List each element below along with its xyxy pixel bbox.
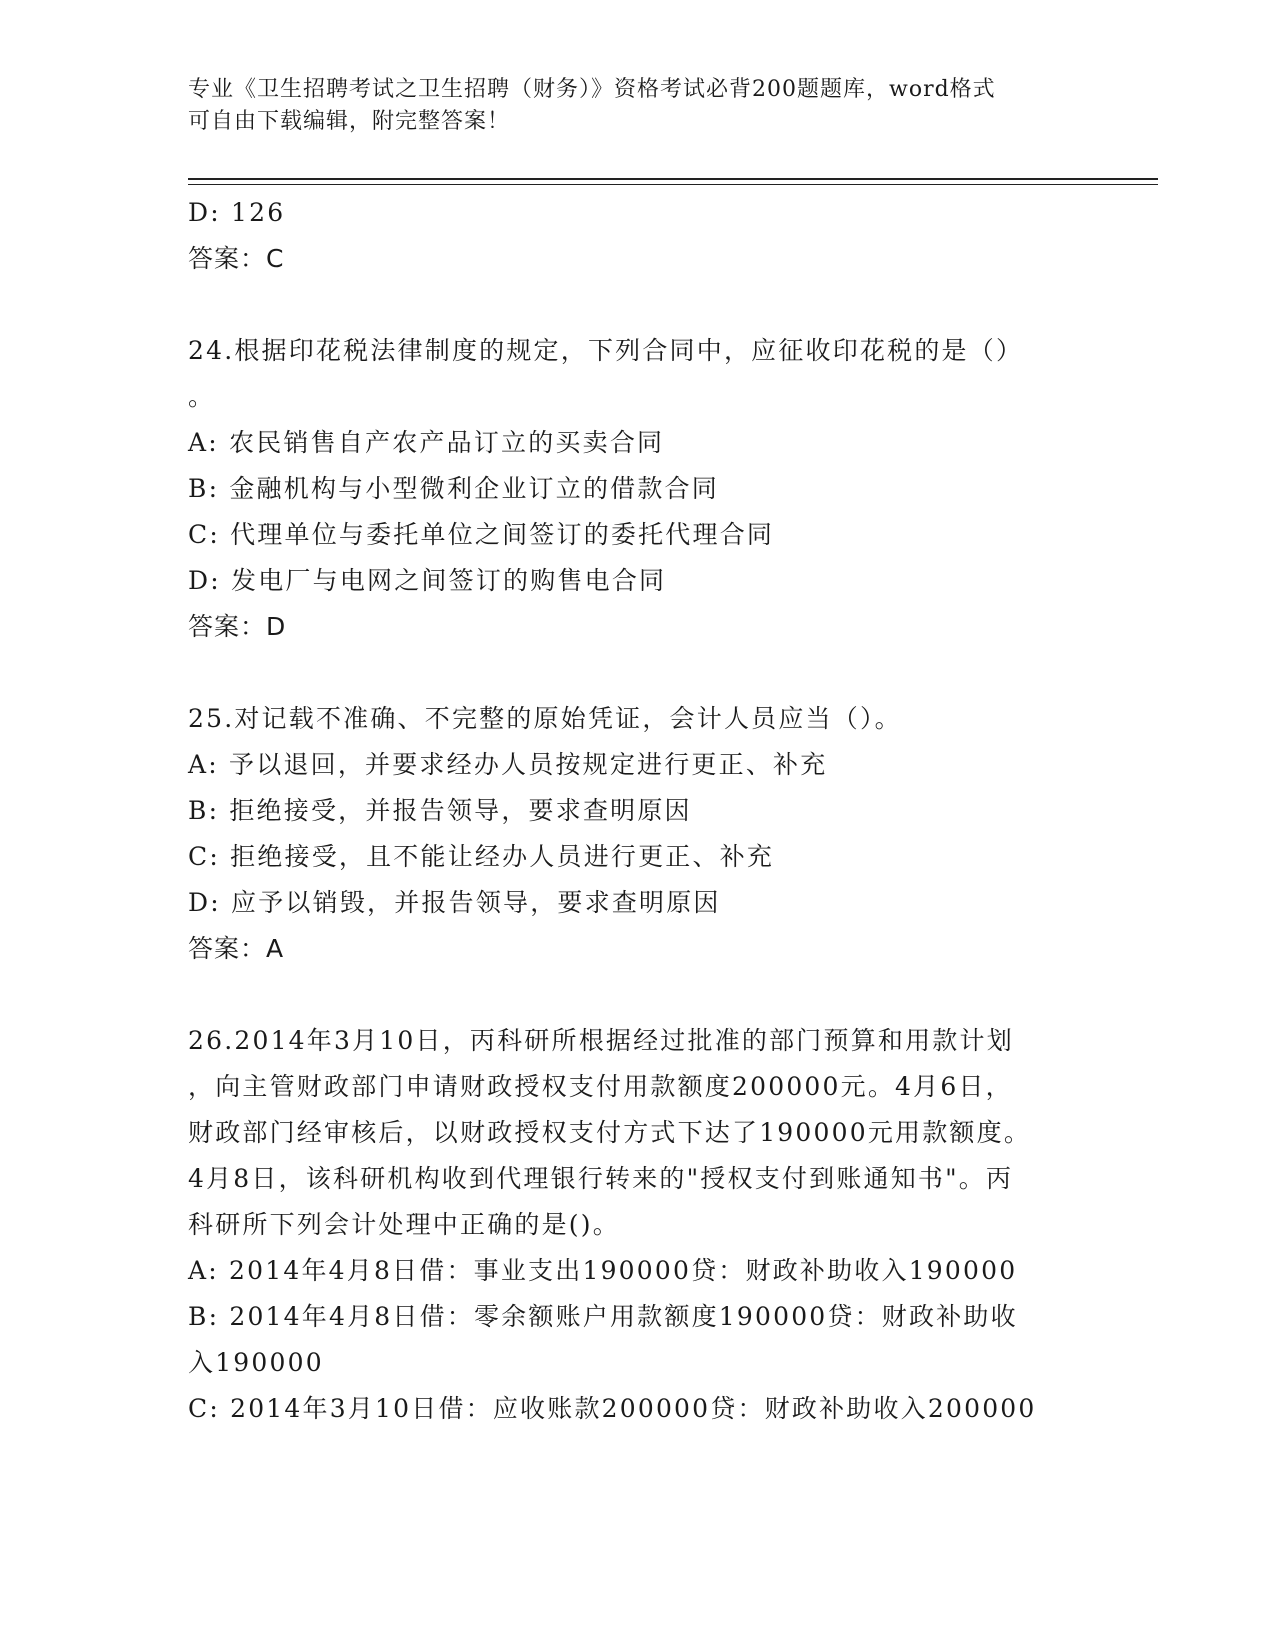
question-stem: 25.对记载不准确、不完整的原始凭证，会计人员应当（）。 (188, 704, 902, 733)
header-divider-thin (188, 184, 1158, 185)
answer: 答案：C (188, 244, 285, 273)
header-line-2: 可自由下载编辑，附完整答案！ (188, 109, 511, 134)
option-d: D: 126 (188, 198, 286, 227)
option-d: D: 发电厂与电网之间签订的购售电合同 (188, 566, 667, 595)
option-b: B: 拒绝接受，并报告领导，要求查明原因 (188, 796, 692, 825)
option-c: C: 代理单位与委托单位之间签订的委托代理合同 (188, 520, 775, 549)
document-header (188, 74, 1088, 138)
option-b: B: 2014年4月8日借：零余额账户用款额度190000贷：财政补助收 (188, 1302, 1018, 1331)
question-26 (188, 1018, 1088, 1432)
question-stem-continued: 财政部门经审核后，以财政授权支付方式下达了190000元用款额度。 (188, 1118, 1032, 1147)
header-line-1: 专业《卫生招聘考试之卫生招聘（财务）》资格考试必背200题题库，word格式 (188, 77, 996, 102)
question-stem-continued: ，向主管财政部门申请财政授权支付用款额度200000元。4月6日， (188, 1072, 1013, 1101)
question-stem: 26.2014年3月10日，丙科研所根据经过批准的部门预算和用款计划 (188, 1026, 1014, 1055)
question-stem-continued: 4月8日，该科研机构收到代理银行转来的"授权支付到账通知书"。丙 (188, 1164, 1014, 1193)
option-b-continued: 入190000 (188, 1348, 324, 1377)
question-stem-continued: 科研所下列会计处理中正确的是()。 (188, 1210, 620, 1239)
option-a: A: 农民销售自产农产品订立的买卖合同 (188, 428, 665, 457)
option-c: C: 2014年3月10日借：应收账款200000贷：财政补助收入200000 (188, 1394, 1037, 1423)
option-d: D: 应予以销毁，并报告领导，要求查明原因 (188, 888, 721, 917)
document-body (188, 190, 1088, 1432)
option-a: A: 2014年4月8日借：事业支出190000贷：财政补助收入190000 (188, 1256, 1018, 1285)
question-stem-continued: 。 (188, 382, 216, 411)
question-24 (188, 328, 1088, 650)
option-a: A: 予以退回，并要求经办人员按规定进行更正、补充 (188, 750, 828, 779)
option-b: B: 金融机构与小型微利企业订立的借款合同 (188, 474, 719, 503)
header-divider-thick (188, 178, 1158, 180)
question-23-tail (188, 190, 1088, 282)
option-c: C: 拒绝接受，且不能让经办人员进行更正、补充 (188, 842, 775, 871)
answer: 答案：A (188, 934, 285, 963)
answer: 答案：D (188, 612, 287, 641)
question-25 (188, 696, 1088, 972)
question-stem: 24.根据印花税法律制度的规定，下列合同中，应征收印花税的是（） (188, 336, 1024, 365)
